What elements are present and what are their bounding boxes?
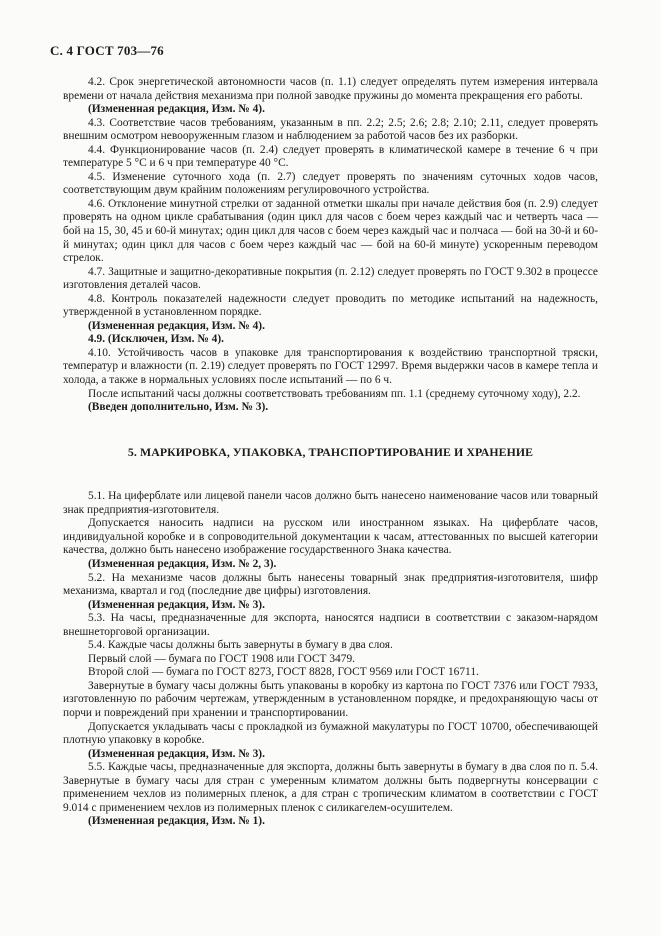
amendment-note: (Измененная редакция, Изм. № 4). — [88, 319, 265, 332]
paragraph: Первый слой — бумага по ГОСТ 1908 или ГОСТ 3479. — [88, 652, 355, 665]
paragraph: Завернутые в бумагу часы должны быть упакованы в коробку из картона по ГОСТ 7376 или ГОСТ 7933, изготовленную по рабочим чертежам, утвержденным в установленном порядке, и предохраняющую часы от порчи и повреждений при хранении и транспортировании. — [63, 679, 598, 719]
amendment-note: (Измененная редакция, Изм. № 3). — [88, 747, 265, 760]
paragraph: 4.5. Изменение суточного хода (п. 2.7) следует проверять по значениям суточных ходов часов, соответствующим двум крайним положениям регулировочного устройства. — [63, 170, 598, 197]
amendment-note: (Измененная редакция, Изм. № 1). — [88, 815, 265, 828]
amendment-note: (Измененная редакция, Изм. № 4). — [88, 103, 265, 116]
paragraph: Допускается наносить надписи на русском или иностранном языках. На циферблате часов, индивидуальной коробке и в сопроводительной документации к часам, аттестованных по высшей категории качества, должно быть нанесено изображение государственного Знака качества. — [63, 517, 598, 557]
paragraph: Второй слой — бумага по ГОСТ 8273, ГОСТ 8828, ГОСТ 9569 или ГОСТ 16711. — [88, 666, 479, 679]
document-body — [63, 76, 598, 829]
paragraph: 5.2. На механизме часов должны быть нанесены товарный знак предприятия-изготовителя, шифр механизма, квартал и год (последние две цифры) изготовления. — [63, 571, 598, 598]
paragraph: 4.10. Устойчивость часов в упаковке для транспортирования к воздействию транспортной тряски, температур и влажности (п. 2.19) следует проверять по ГОСТ 12997. Время выдержки часов в камере тепла и холода, а также в нормальных условиях после испытаний — по 6 ч. — [63, 346, 598, 387]
paragraph: 4.7. Защитные и защитно-декоративные покрытия (п. 2.12) следует проверять по ГОСТ 9.302 в процессе изготовления деталей часов. — [63, 265, 598, 292]
paragraph: 5.1. На циферблате или лицевой панели часов должно быть нанесено наименование часов или товарный знак предприятия-изготовителя. — [63, 490, 598, 516]
page-header: С. 4 ГОСТ 703—76 — [50, 43, 164, 58]
amendment-note: (Измененная редакция, Изм. № 3). — [88, 598, 265, 611]
paragraph: После испытаний часы должны соответствовать требованиям пп. 1.1 (среднему суточному ходу), 2.2. — [88, 387, 581, 400]
paragraph: Допускается укладывать часы с прокладкой из бумажной макулатуры по ГОСТ 10700, обеспечивающей плотную упаковку в коробке. — [63, 720, 598, 747]
paragraph: 5.5. Каждые часы, предназначенные для экспорта, должны быть завернуты в бумагу в два слоя по п. 5.4. Завернутые в бумагу часы для стран с умеренным климатом должны быть подвергнуты консервации с применением чехлов из полимерных пленок, а для стран с тропическим климатом в соответствии с ГОСТ 9.014 с применением чехлов из полимерных пленок с силикагелем-осушителем. — [63, 761, 598, 814]
section-title: 5. МАРКИРОВКА, УПАКОВКА, ТРАНСПОРТИРОВАНИЕ И ХРАНЕНИЕ — [127, 444, 534, 459]
paragraph: 4.8. Контроль показателей надежности следует проводить по методике испытаний на надежность, утвержденной в установленном порядке. — [63, 292, 598, 319]
paragraph: 4.4. Функционирование часов (п. 2.4) следует проверять в климатической камере в течение 6 ч при температуре 5 °С и 6 ч при температуре 40 °С. — [63, 143, 598, 170]
paragraph: 4.3. Соответствие часов требованиям, указанным в пп. 2.2; 2.5; 2.6; 2.8; 2.10; 2.11, следует проверять внешним осмотром невооруженным глазом и наблюдением за работой часов без их разборки. — [63, 116, 598, 143]
amendment-note: (Введен дополнительно, Изм. № 3). — [88, 401, 269, 414]
amendment-note: (Измененная редакция, Изм. № 2, 3). — [88, 557, 277, 570]
paragraph: 4.6. Отклонение минутной стрелки от заданной отметки шкалы при начале действия боя (п. 2.9) следует проверять на одном цикле срабатывания (один цикл для часов с боем через каждый час и четверть часа — бой на 15, 30, 45 и 60-й минутах; один цикл для часов с боем через каждый час и полчаса — бой на 30-й и 60-й минутах; один цикл для часов с боем через каждый час — бой на 60-й минуте) ускоренным переводом стрелок. — [63, 197, 598, 265]
section-5-text — [63, 490, 598, 829]
paragraph: 5.4. Каждые часы должны быть завернуты в бумагу в два слоя. — [88, 639, 393, 652]
paragraph: 5.3. На часы, предназначенные для экспорта, наносятся надписи в соответствии с заказом-нарядом внешнеторговой организации. — [63, 612, 598, 638]
amendment-note: 4.9. (Исключен, Изм. № 4). — [88, 333, 224, 346]
section-4-text — [63, 76, 598, 415]
paragraph: 4.2. Срок энергетической автономности часов (п. 1.1) следует определять путем измерения интервала времени от начала действия механизма при полной заводке пружины до момента прекращения его работы. — [63, 76, 598, 102]
